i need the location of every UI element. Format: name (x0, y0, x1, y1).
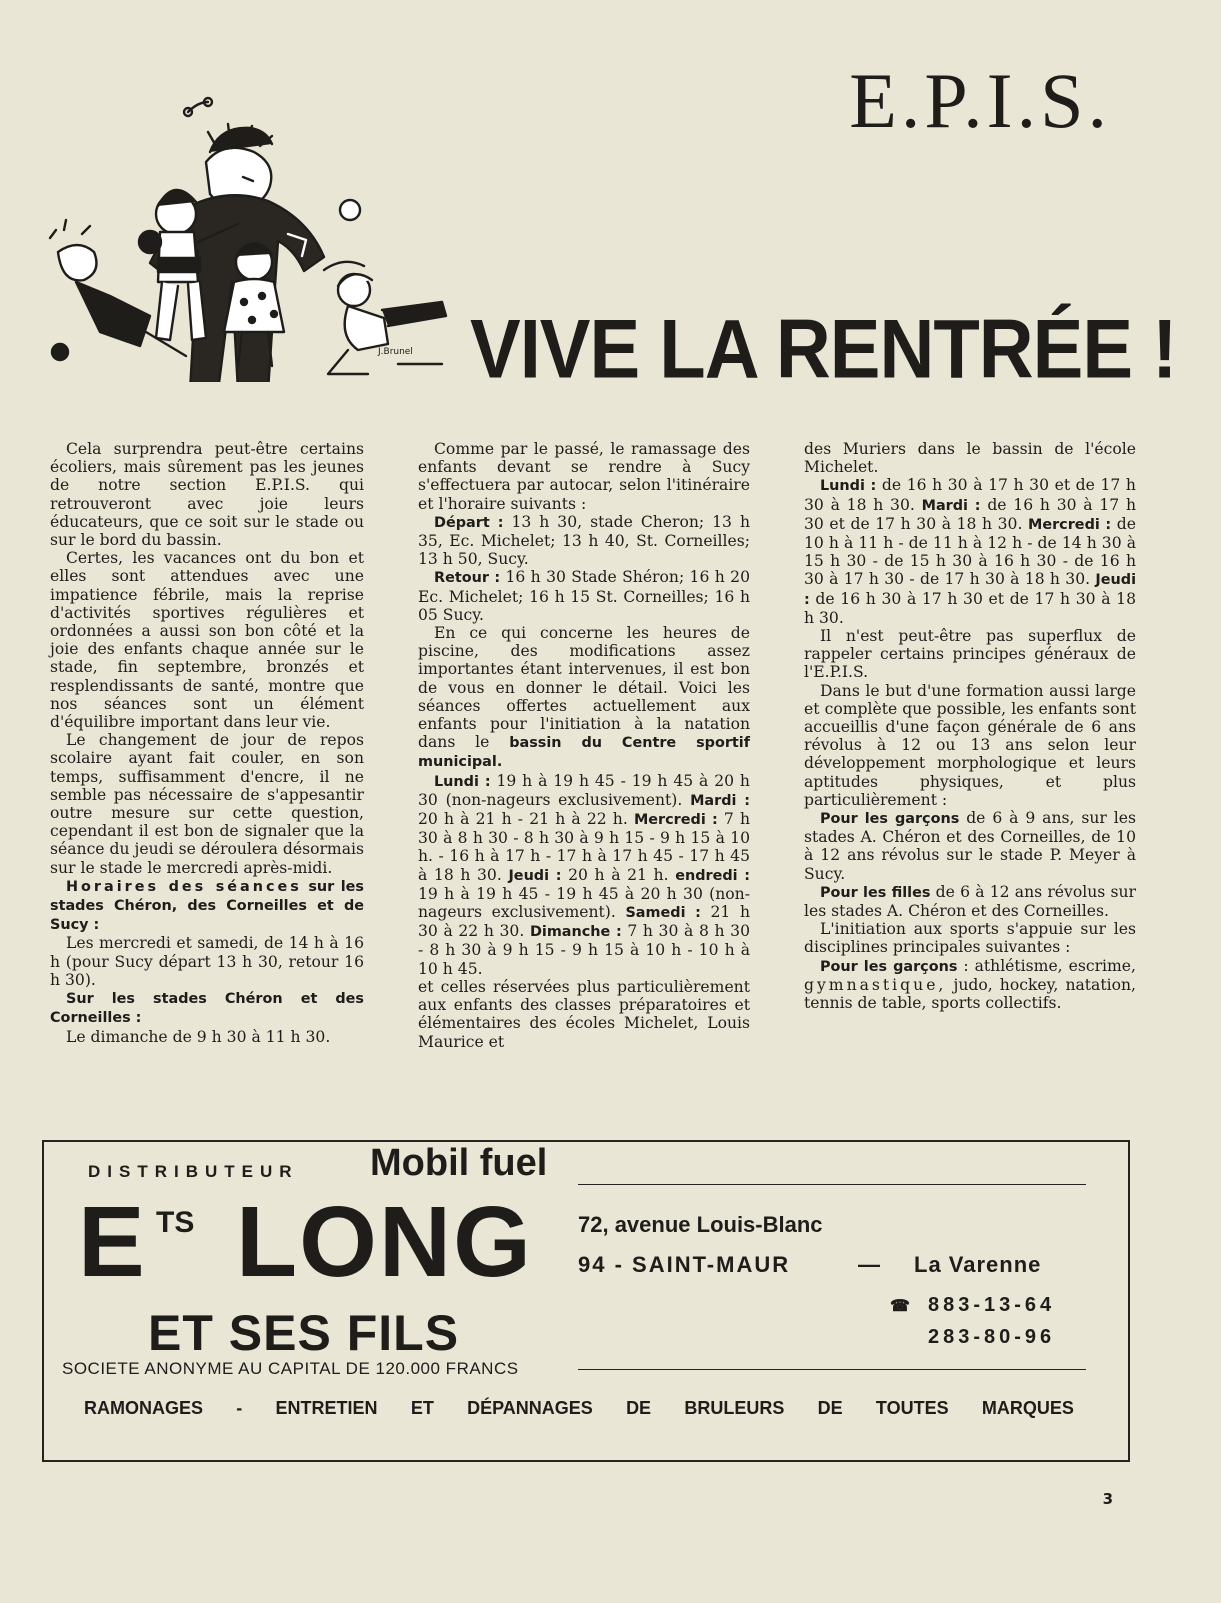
ad-phone-2: 283-80-96 (928, 1326, 1056, 1348)
label: Départ : (434, 514, 504, 531)
ad-long: LONG (236, 1186, 533, 1298)
label: Mardi : (921, 497, 981, 514)
boys-ages: Pour les garçons de 6 à 9 ans, sur les stades A. Chéron et des Corneilles, de 10 à 12 ans révolus sur le stade P. Meyer à Sucy. (804, 809, 1136, 883)
label: Samedi : (625, 905, 701, 922)
paragraph: Le dimanche de 9 h 30 à 11 h 30. (66, 1027, 331, 1046)
bus-departure (418, 513, 750, 569)
phone-icon: ☎ (890, 1298, 910, 1315)
paragraph: Les mercredi et samedi, de 14 h à 16 h (pour Sucy départ 13 h 30, retour 16 h 30). (50, 934, 364, 989)
label: Jeudi : (508, 867, 562, 884)
school-pool-schedule: Lundi : de 16 h 30 à 17 h 30 et de 17 h 30 à 18 h 30. Mardi : de 16 h 30 à 17 h 30 et de 17 h 30 à 18 h 30. Mercredi : de 10 h à 11 h - de 11 h à 12 h - de 14 h 30 à 15 h 30 - de 15 h 30 à 16 h 30 - de 16 h 30 à 17 h 30 - de 17 h 30 à 18 h 30. Jeudi : de 16 h 30 à 17 h 30 et de 17 h 30 à 18 h 30. (804, 476, 1136, 627)
paragraph: des Muriers dans le bassin de l'école Michelet. (804, 440, 1136, 477)
boys-sports: Pour les garçons : athlétisme, escrime, gymnastique, judo, hockey, natation, tennis de table, sports collectifs. (804, 956, 1136, 1013)
label: Jeudi : (804, 572, 1136, 608)
label: Mercredi : (1028, 516, 1112, 533)
bus-return (418, 568, 750, 624)
paragraph: Cela surprendra peut-être certains écoliers, mais sûrement pas les jeunes de notre section E.P.I.S. qui retrouveront avec joie leurs éducateurs, que ce soit sur le stade ou sur le bord du bassin. (50, 440, 364, 550)
page-number: 3 (1102, 1490, 1113, 1508)
label: endredi : (675, 867, 751, 884)
article-column-1 (50, 440, 364, 1046)
ad-rule-bottom (578, 1369, 1086, 1370)
text: 13 h 30, stade Cheron; 13 h 35, Ec. Michelet; 13 h 40, St. Corneilles; 13 h 50, Sucy. (418, 512, 750, 569)
ad-address-1: 72, avenue Louis-Blanc (578, 1212, 823, 1237)
label: Pour les garçons (820, 811, 960, 828)
ad-distributeur: DISTRIBUTEUR (88, 1162, 299, 1181)
label: Dimanche : (529, 924, 622, 941)
ad-ets-sup: TS (156, 1206, 195, 1239)
label: Retour : (434, 570, 501, 587)
headline: VIVE LA RENTRÉE ! (470, 302, 1177, 396)
label: Pour les garçons (820, 958, 958, 975)
paragraph: Il n'est peut-être pas superflux de rappeler certains principes généraux de l'E.P.I.S. (804, 627, 1136, 682)
label: Mercredi : (633, 812, 718, 829)
paragraph: En ce qui concerne les heures de piscine, des modifications assez importantes étant intervenues, il est bon de vous en donner le détail. Voici les séances offertes actuellement aux enfants pour l'initiation à la natation dans le bassin du Centre sportif municipal. (418, 624, 750, 771)
subheading (50, 989, 364, 1027)
paragraph: L'initiation aux sports s'appuie sur les disciplines principales suivantes : (804, 920, 1136, 957)
ad-rule-top (578, 1184, 1086, 1185)
girls-ages: Pour les filles de 6 à 12 ans révolus sur les stades A. Chéron et des Corneilles. (804, 882, 1136, 921)
boxing-cartoon-illustration (38, 82, 458, 382)
illustration-signature: J.Brunel (378, 347, 413, 357)
label: Lundi : (820, 478, 877, 495)
paragraph: Certes, les vacances ont du bon et elles sont attendues avec une impatience fébrile, mais la reprise d'activités sportives régulières et ordonnées a aussi son bon côté et la joie des enfants chaque année sur le stade, fin septembre, bronzés et resplendissants de santé, montre que nos séances sont un élément d'équilibre important dans leur vie. (50, 549, 364, 732)
ad-phone-1: 883-13-64 (928, 1294, 1056, 1316)
ad-fils: ET SES FILS (148, 1305, 460, 1361)
label: Mardi : (690, 792, 750, 809)
article-column-3 (804, 440, 1136, 1012)
ad-varenne: La Varenne (914, 1252, 1042, 1277)
paragraph: Comme par le passé, le ramassage des enfants devant se rendre à Sucy s'effectuera par autocar, selon l'itinéraire et l'horaire suivants : (418, 440, 750, 513)
pool-schedule: Lundi : 19 h à 19 h 45 - 19 h 45 à 20 h 30 (non-nageurs exclusivement). Mardi : 20 h à 21 h - 21 h à 22 h. Mercredi : 7 h 30 à 8 h 30 - 8 h 30 à 9 h 15 - 9 h 15 à 10 h. - 16 h à 17 h - 17 h à 17 h 45 - 17 h 45 à 18 h 30. Jeudi : 20 h à 21 h. endredi : 19 h à 19 h 45 - 19 h 45 à 20 h 30 (non-nageurs exclusivement). Samedi : 21 h 30 à 22 h 30. Dimanche : 7 h 30 à 8 h 30 - 8 h 30 à 9 h 15 - 9 h 15 à 10 h - 10 h à 10 h 45. (418, 771, 751, 978)
paragraph: et celles réservées plus particulièrement aux enfants des classes préparatoires et élémentaires des écoles Michelet, Louis Maurice et (418, 977, 750, 1051)
label: Lundi : (434, 773, 491, 790)
ad-services: RAMONAGES - ENTRETIEN ET DÉPANNAGES DE BRULEURS DE TOUTES MARQUES (84, 1398, 1074, 1418)
masthead-title: E.P.I.S. (849, 57, 1111, 144)
paragraph: Dans le but d'une formation aussi large et complète que possible, les enfants sont accueillis d'une façon générale de 6 ans révolus à 12 ou 13 ans selon leur développement morphologique et leurs aptitudes physiques, et plus particulièrement : (804, 681, 1136, 809)
heading-spaced: Horaires des séances (66, 878, 302, 895)
pool-name: bassin du Centre sportif municipal. (418, 735, 750, 771)
text: 16 h 30 Stade Shéron; 16 h 20 Ec. Michelet; 16 h 15 St. Corneilles; 16 h 05 Sucy. (418, 568, 750, 624)
schedule-heading (50, 877, 364, 935)
heading-rest: sur les stades Chéron, des Corneilles et de Sucy : (50, 878, 364, 934)
heading-text: Sur les stades Chéron et des Corneilles : (50, 991, 364, 1027)
ad-ets: E (78, 1186, 145, 1298)
advertisement-box (42, 1140, 1130, 1462)
ad-societe: SOCIETE ANONYME AU CAPITAL DE 120.000 FRANCS (62, 1359, 519, 1378)
article-column-2 (418, 440, 750, 1051)
ad-brand: Mobil fuel (370, 1142, 548, 1184)
paragraph: Le changement de jour de repos scolaire ayant fait couler, en son temps, suffisamment d'encre, il ne semble pas nécessaire de s'appesantir outre mesure sur cette question, cependant il est bon de signaler que la séance du jeudi se déroulera désormais sur le stade le mercredi après-midi. (50, 731, 364, 877)
ad-dash: — (858, 1252, 880, 1277)
label: Pour les filles (820, 884, 931, 901)
ad-address-2: 94 - SAINT-MAUR (578, 1252, 791, 1277)
